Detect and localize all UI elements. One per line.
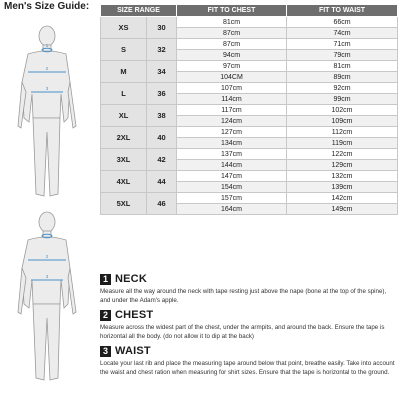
- waist-value: 81cm: [287, 61, 398, 72]
- table-row: [101, 171, 398, 182]
- waist-heading: [100, 344, 398, 358]
- table-row: [101, 39, 398, 50]
- waist-section: [100, 344, 398, 377]
- waist-value: 71cm: [287, 39, 398, 50]
- back-body-figure: [6, 208, 88, 383]
- header-fit-to-waist: FIT TO WAIST: [287, 5, 398, 17]
- page-title: Men's Size Guide:: [4, 1, 90, 12]
- waist-value: 102cm: [287, 105, 398, 116]
- size-number: 46: [147, 193, 177, 215]
- waist-value: 132cm: [287, 171, 398, 182]
- size-label: M: [101, 61, 147, 83]
- chest-value: 94cm: [177, 50, 287, 61]
- size-label: XL: [101, 105, 147, 127]
- size-number: 38: [147, 105, 177, 127]
- chest-value: 124cm: [177, 116, 287, 127]
- size-number: 42: [147, 149, 177, 171]
- chest-number-badge: 2: [100, 310, 111, 321]
- chest-value: 107cm: [177, 83, 287, 94]
- chest-value: 104CM: [177, 72, 287, 83]
- waist-value: 92cm: [287, 83, 398, 94]
- waist-value: 89cm: [287, 72, 398, 83]
- waist-value: 122cm: [287, 149, 398, 160]
- size-number: 44: [147, 171, 177, 193]
- waist-value: 79cm: [287, 50, 398, 61]
- table-row: [101, 83, 398, 94]
- front-neck-marker: 1: [45, 43, 49, 48]
- header-fit-to-chest: FIT TO CHEST: [177, 5, 287, 17]
- size-number: 34: [147, 61, 177, 83]
- table-row: [101, 127, 398, 138]
- waist-value: 99cm: [287, 94, 398, 105]
- size-table: [100, 4, 398, 215]
- size-label: XS: [101, 17, 147, 39]
- chest-value: 87cm: [177, 39, 287, 50]
- chest-value: 81cm: [177, 17, 287, 28]
- chest-value: 147cm: [177, 171, 287, 182]
- waist-title: WAIST: [115, 345, 151, 358]
- waist-value: 109cm: [287, 116, 398, 127]
- chest-section: [100, 308, 398, 341]
- waist-description: Locate your last rib and place the measuring tape around below that point, breathe easily. Take into account the waist and chest ration when measuring for shirt sizes. Ensure that the tape is horizontal to the ground.: [100, 360, 395, 376]
- chest-value: 154cm: [177, 182, 287, 193]
- chest-value: 164cm: [177, 204, 287, 215]
- size-label: S: [101, 39, 147, 61]
- waist-value: 119cm: [287, 138, 398, 149]
- size-number: 40: [147, 127, 177, 149]
- waist-value: 149cm: [287, 204, 398, 215]
- chest-value: 127cm: [177, 127, 287, 138]
- neck-description: Measure all the way around the neck with tape resting just above the nape (bone at the top of the spine), and under the Adam's apple.: [100, 288, 387, 304]
- chest-heading: [100, 308, 398, 322]
- front-chest-marker: 2: [45, 66, 49, 71]
- waist-value: 112cm: [287, 127, 398, 138]
- chest-description: Measure across the widest part of the chest, under the armpits, and around the back. Ensure the tape is horizontal all the body. (do not allow it to dip at the back): [100, 324, 385, 340]
- neck-section: [100, 272, 398, 305]
- table-row: [101, 149, 398, 160]
- size-number: 36: [147, 83, 177, 105]
- front-body-figure: [6, 22, 88, 202]
- size-label: 3XL: [101, 149, 147, 171]
- waist-value: 139cm: [287, 182, 398, 193]
- back-waist-marker: 3: [45, 274, 49, 279]
- table-header-row: [101, 5, 398, 17]
- table-row: [101, 61, 398, 72]
- chest-value: 114cm: [177, 94, 287, 105]
- size-number: 32: [147, 39, 177, 61]
- table-row: [101, 193, 398, 204]
- header-size-range: SIZE RANGE: [101, 5, 177, 17]
- size-label: 5XL: [101, 193, 147, 215]
- chest-value: 87cm: [177, 28, 287, 39]
- neck-heading: [100, 272, 398, 286]
- chest-value: 144cm: [177, 160, 287, 171]
- chest-title: CHEST: [115, 309, 154, 322]
- waist-value: 142cm: [287, 193, 398, 204]
- waist-number-badge: 3: [100, 346, 111, 357]
- chest-value: 134cm: [177, 138, 287, 149]
- chest-value: 137cm: [177, 149, 287, 160]
- waist-value: 129cm: [287, 160, 398, 171]
- size-label: 4XL: [101, 171, 147, 193]
- table-row: [101, 17, 398, 28]
- neck-title: NECK: [115, 273, 147, 285]
- chest-value: 157cm: [177, 193, 287, 204]
- chest-value: 117cm: [177, 105, 287, 116]
- neck-number-badge: 1: [100, 274, 111, 285]
- chest-value: 97cm: [177, 61, 287, 72]
- size-label: L: [101, 83, 147, 105]
- waist-value: 66cm: [287, 17, 398, 28]
- measurement-instructions: [100, 272, 398, 381]
- size-number: 30: [147, 17, 177, 39]
- front-waist-marker: 3: [45, 86, 49, 91]
- back-chest-marker: 2: [45, 254, 49, 259]
- waist-value: 74cm: [287, 28, 398, 39]
- table-row: [101, 105, 398, 116]
- size-label: 2XL: [101, 127, 147, 149]
